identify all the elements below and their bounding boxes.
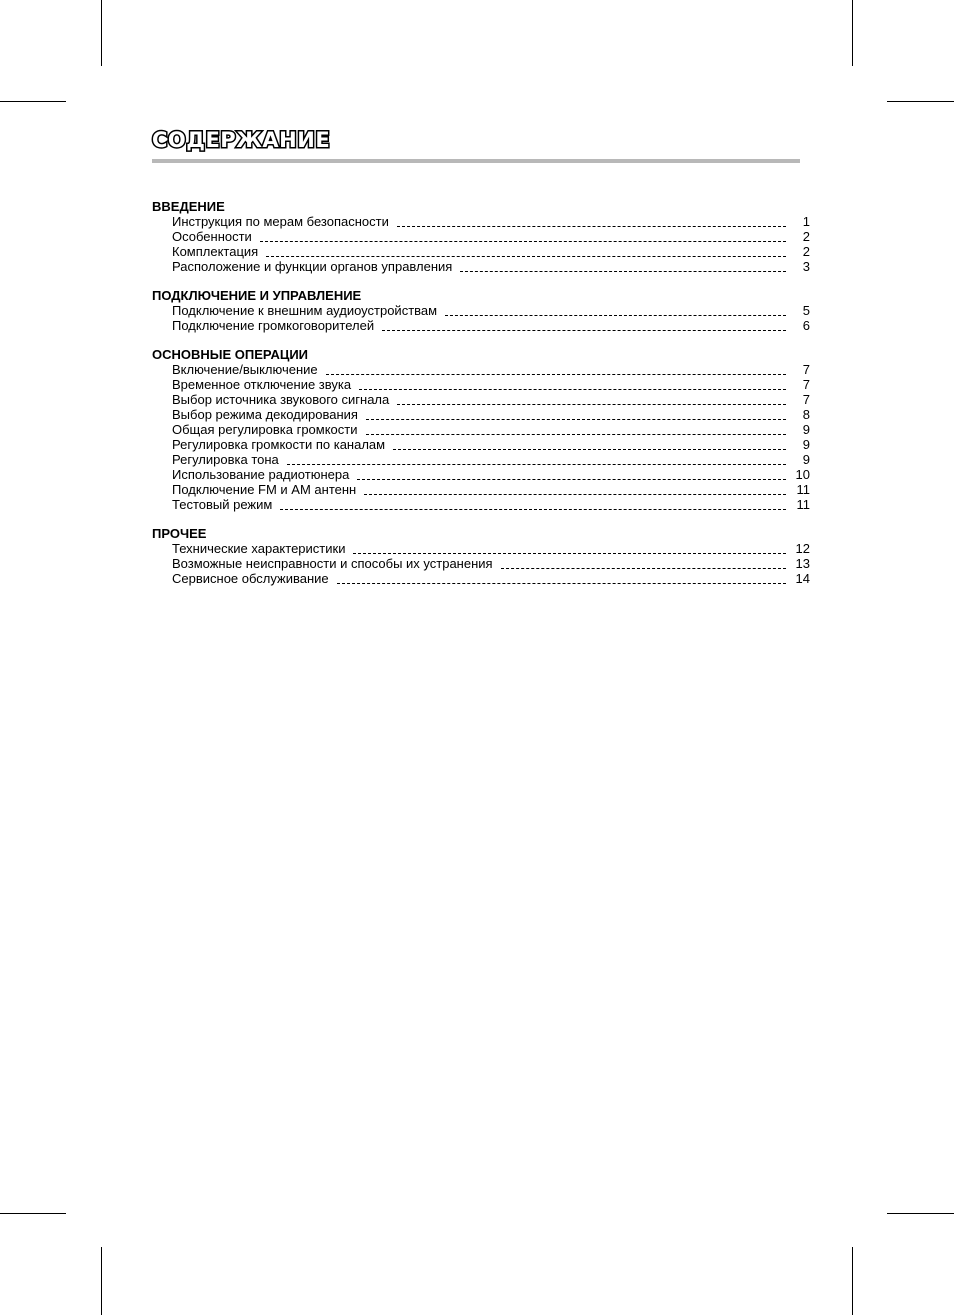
toc-entry-label: Особенности [172, 229, 252, 244]
toc-entry-page-number: 2 [802, 244, 810, 259]
dot-leader [364, 494, 786, 495]
toc-entry[interactable] [172, 362, 810, 377]
dot-leader [397, 404, 786, 405]
toc-section [152, 526, 810, 586]
toc-entry[interactable] [172, 556, 810, 571]
crop-mark [0, 101, 66, 102]
toc-entry-label: Подключение к внешним аудиоустройствам [172, 303, 438, 318]
toc-entry[interactable] [172, 214, 810, 229]
section-heading: ВВЕДЕНИЕ [152, 199, 225, 214]
crop-mark [852, 1247, 853, 1315]
toc-entry-label: Сервисное обслуживание [172, 571, 329, 586]
toc-entry[interactable] [172, 437, 810, 452]
toc-entry[interactable] [172, 318, 810, 333]
toc-entry-label: Выбор источника звукового сигнала [172, 392, 390, 407]
toc-entry[interactable] [172, 467, 810, 482]
toc-entry-page-number: 7 [802, 392, 810, 407]
toc-entry-page-number: 9 [802, 452, 810, 467]
toc-entry-page-number: 7 [802, 362, 810, 377]
dot-leader [326, 374, 786, 375]
toc-entry-label: Тестовый режим [172, 497, 273, 512]
toc-entry-page-number: 1 [802, 214, 810, 229]
toc-entry[interactable] [172, 497, 810, 512]
toc-entry-label: Комплектация [172, 244, 259, 259]
dot-leader [357, 479, 786, 480]
section-heading: ПОДКЛЮЧЕНИЕ И УПРАВЛЕНИЕ [152, 288, 362, 303]
toc-entry-label: Временное отключение звука [172, 377, 352, 392]
toc-entry-page-number: 13 [795, 556, 810, 571]
toc-entry-label: Технические характеристики [172, 541, 346, 556]
crop-mark [887, 101, 954, 102]
toc-entry[interactable] [172, 259, 810, 274]
toc-entry-label: Выбор режима декодирования [172, 407, 358, 422]
toc-entry[interactable] [172, 303, 810, 318]
toc-entry[interactable] [172, 407, 810, 422]
dot-leader [260, 241, 786, 242]
dot-leader [280, 509, 786, 510]
toc-entry-label: Включение/выключение [172, 362, 318, 377]
dot-leader [382, 330, 786, 331]
toc-entry-page-number: 5 [802, 303, 810, 318]
toc-section [152, 288, 810, 333]
toc-section [152, 347, 810, 512]
crop-mark [852, 0, 853, 66]
toc-entry[interactable] [172, 571, 810, 586]
dot-leader [353, 553, 786, 554]
toc-entry-label: Подключение громкоговорителей [172, 318, 375, 333]
title-underline [152, 159, 800, 163]
dot-leader [393, 449, 786, 450]
dot-leader [337, 583, 786, 584]
dot-leader [445, 315, 786, 316]
toc-entry-page-number: 14 [795, 571, 810, 586]
toc-entry-page-number: 9 [802, 437, 810, 452]
dot-leader [501, 568, 786, 569]
toc-entry-label: Регулировка тона [172, 452, 279, 467]
toc-entry-page-number: 11 [796, 482, 810, 497]
toc-entry[interactable] [172, 452, 810, 467]
toc-entry-label: Общая регулировка громкости [172, 422, 358, 437]
toc-entry[interactable] [172, 392, 810, 407]
toc-entry-page-number: 11 [796, 497, 810, 512]
toc-entry-page-number: 8 [802, 407, 810, 422]
toc-entry-page-number: 12 [795, 541, 810, 556]
toc-entry-page-number: 9 [802, 422, 810, 437]
dot-leader [366, 419, 786, 420]
toc-entry-page-number: 2 [802, 229, 810, 244]
toc-entry-page-number: 3 [802, 259, 810, 274]
crop-mark [101, 1247, 102, 1315]
toc-entry[interactable] [172, 377, 810, 392]
toc-entry-label: Возможные неисправности и способы их устранения [172, 556, 493, 571]
toc-entry-label: Расположение и функции органов управления [172, 259, 453, 274]
crop-mark [0, 1213, 66, 1214]
crop-mark [887, 1213, 954, 1214]
section-heading: ОСНОВНЫЕ ОПЕРАЦИИ [152, 347, 309, 362]
toc-section [152, 199, 810, 274]
table-of-contents [152, 199, 810, 600]
page-title: СОДЕРЖАНИЕ [152, 128, 331, 152]
toc-entry-label: Регулировка громкости по каналам [172, 437, 386, 452]
crop-mark [101, 0, 102, 66]
toc-entry-page-number: 6 [802, 318, 810, 333]
toc-entry[interactable] [172, 541, 810, 556]
toc-entry-label: Использование радиотюнера [172, 467, 350, 482]
toc-entry[interactable] [172, 422, 810, 437]
toc-entry-page-number: 10 [795, 467, 810, 482]
dot-leader [359, 389, 786, 390]
dot-leader [266, 256, 786, 257]
toc-entry-label: Инструкция по мерам безопасности [172, 214, 389, 229]
toc-entry[interactable] [172, 229, 810, 244]
dot-leader [397, 226, 786, 227]
dot-leader [460, 271, 786, 272]
dot-leader [366, 434, 787, 435]
toc-entry-label: Подключение FM и AM антенн [172, 482, 357, 497]
toc-entry-page-number: 7 [802, 377, 810, 392]
toc-entry[interactable] [172, 482, 810, 497]
dot-leader [287, 464, 786, 465]
section-heading: ПРОЧЕЕ [152, 526, 207, 541]
toc-entry[interactable] [172, 244, 810, 259]
